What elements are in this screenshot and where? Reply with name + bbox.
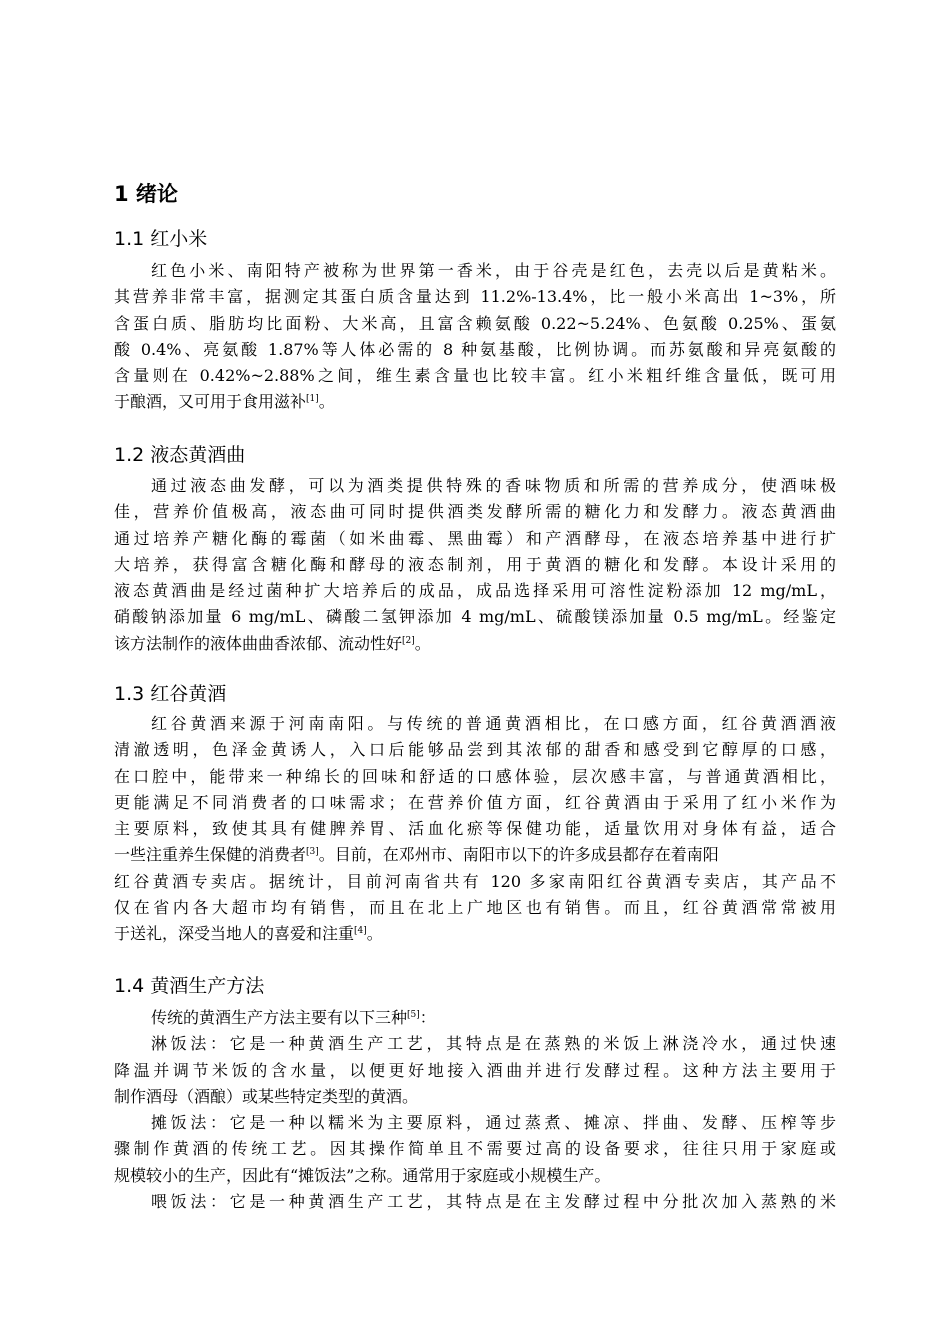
paragraph-line: 摊饭法：它是一种以糯米为主要原料，通过蒸煮、摊凉、拌曲、发酵、压榨等步: [151, 1113, 836, 1133]
paragraph-line: 红谷黄酒来源于河南南阳。与传统的普通黄酒相比，在口感方面，红谷黄酒酒液: [151, 714, 836, 733]
paragraph-line: [114, 921, 836, 947]
paragraph-line: 含量则在 0.42%~2.88%之间，维生素含量也比较丰富。红小米粗纤维含量低，既可用: [114, 366, 836, 386]
section-heading-1-1: 1.1 红小米: [114, 228, 208, 250]
section-1-4-paragraph: [114, 1005, 836, 1215]
citation-ref: [4]: [354, 926, 367, 937]
paragraph-line: 红谷黄酒专卖店。据统计，目前河南省共有 120 多家南阳红谷黄酒专卖店，其产品不: [114, 871, 836, 891]
section-heading-1-3: 1.3 红谷黄酒: [114, 683, 227, 705]
paragraph-line: 含蛋白质、脂肪均比面粉、大米高，且富含赖氨酸 0.22~5.24%、色氨酸 0.25%、蛋氨: [114, 313, 836, 333]
paragraph-line: 佳，营养价值极高，液态曲可同时提供酒类发酵所需的糖化力和发酵力。液态黄酒曲: [114, 502, 836, 522]
paragraph-line: [114, 389, 836, 415]
section-1-3-paragraph: [114, 711, 836, 948]
paragraph-line: 其营养非常丰富，据测定其蛋白质含量达到 11.2%-13.4%，比一般小米高出 1~3%，所: [114, 287, 836, 307]
paragraph-line: 硝酸钠添加量 6 mg/mL、磷酸二氢钾添加 4 mg/mL、硫酸镁添加量 0.5 mg/mL。经鉴定: [114, 607, 836, 627]
paragraph-text: ：: [419, 1008, 436, 1027]
section-heading-1-2: 1.2 液态黄酒曲: [114, 444, 246, 466]
paragraph-text: 该方法制作的液体曲曲香浓郁、流动性好: [114, 633, 403, 653]
paragraph-line: 液态黄酒曲是经过菌种扩大培养后的成品，成品选择采用可溶性淀粉添加 12 mg/mL，: [114, 581, 836, 601]
paragraph-text: 。目前，在邓州市、南阳市以下的许多成县都存在着南阳: [318, 845, 719, 865]
citation-ref: [3]: [306, 847, 319, 858]
paragraph-text: 于送礼，深受当地人的喜爱和注重: [114, 924, 355, 944]
paragraph-line: 大培养，获得富含糖化酶和酵母的液态制剂，用于黄酒的糖化和发酵。本设计采用的: [114, 554, 836, 574]
paragraph-line: 制作酒母（酒酿）或某些特定类型的黄酒。: [114, 1086, 419, 1106]
paragraph-line: 淋饭法：它是一种黄酒生产工艺，其特点是在蒸熟的米饭上淋浇冷水，通过快速: [151, 1034, 836, 1054]
paragraph-line: 骤制作黄酒的传统工艺。因其操作简单且不需要过高的设备要求，往往只用于家庭或: [114, 1139, 836, 1159]
paragraph-line: [114, 631, 836, 657]
chapter-title: 1 绪论: [114, 182, 178, 206]
paragraph-text: 于酿酒，又可用于食用滋补: [114, 392, 307, 412]
paragraph-text: 。: [318, 392, 335, 412]
paragraph-line: 在口腔中，能带来一种绵长的回味和舒适的口感体验，层次感丰富，与普通黄酒相比，: [114, 766, 836, 786]
paragraph-text: 一些注重养生保健的消费者: [114, 845, 307, 865]
section-1-1-paragraph: [114, 258, 836, 416]
paragraph-text: 。: [366, 924, 383, 944]
paragraph-line: 降温并调节米饭的含水量，以便更好地接入酒曲并进行发酵过程。这种方法主要用于: [114, 1060, 836, 1080]
citation-ref: [1]: [306, 394, 319, 405]
citation-ref: [2]: [402, 635, 415, 646]
section-heading-1-4: 1.4 黄酒生产方法: [114, 975, 265, 997]
paragraph-line: [114, 842, 836, 868]
paragraph-line: 酸 0.4%、亮氨酸 1.87%等人体必需的 8 种氨基酸，比例协调。而苏氨酸和异亮氨酸的: [114, 339, 836, 359]
paragraph-line: 喂饭法：它是一种黄酒生产工艺，其特点是在主发酵过程中分批次加入蒸熟的米: [151, 1192, 836, 1212]
paragraph-line: [114, 1005, 836, 1031]
paragraph-line: 规模较小的生产，因此有“摊饭法”之称。通常用于家庭或小规模生产。: [114, 1165, 611, 1185]
paragraph-line: 主要原料，致使其具有健脾养胃、活血化瘀等保健功能，适量饮用对身体有益，适合: [114, 819, 836, 839]
paragraph-text: 传统的黄酒生产方法主要有以下三种: [151, 1008, 408, 1027]
paragraph-line: 红色小米、南阳特产被称为世界第一香米，由于谷壳是红色，去壳以后是黄粘米。: [151, 261, 836, 280]
citation-ref: [5]: [407, 1010, 420, 1020]
paragraph-line: 更能满足不同消费者的口味需求；在营养价值方面，红谷黄酒由于采用了红小米作为: [114, 792, 836, 812]
paragraph-text: 。: [414, 633, 431, 653]
paragraph-line: 清澈透明，色泽金黄诱人，入口后能够品尝到其浓郁的甜香和感受到它醇厚的口感，: [114, 740, 836, 760]
paragraph-line: 仅在省内各大超市均有销售，而且在北上广地区也有销售。而且，红谷黄酒常常被用: [114, 898, 836, 918]
section-1-2-paragraph: [114, 473, 836, 657]
paragraph-line: 通过液态曲发酵，可以为酒类提供特殊的香味物质和所需的营养成分，使酒味极: [151, 476, 836, 495]
paragraph-line: 通过培养产糖化酶的霉菌（如米曲霉、黑曲霉）和产酒酵母，在液态培养基中进行扩: [114, 528, 836, 548]
